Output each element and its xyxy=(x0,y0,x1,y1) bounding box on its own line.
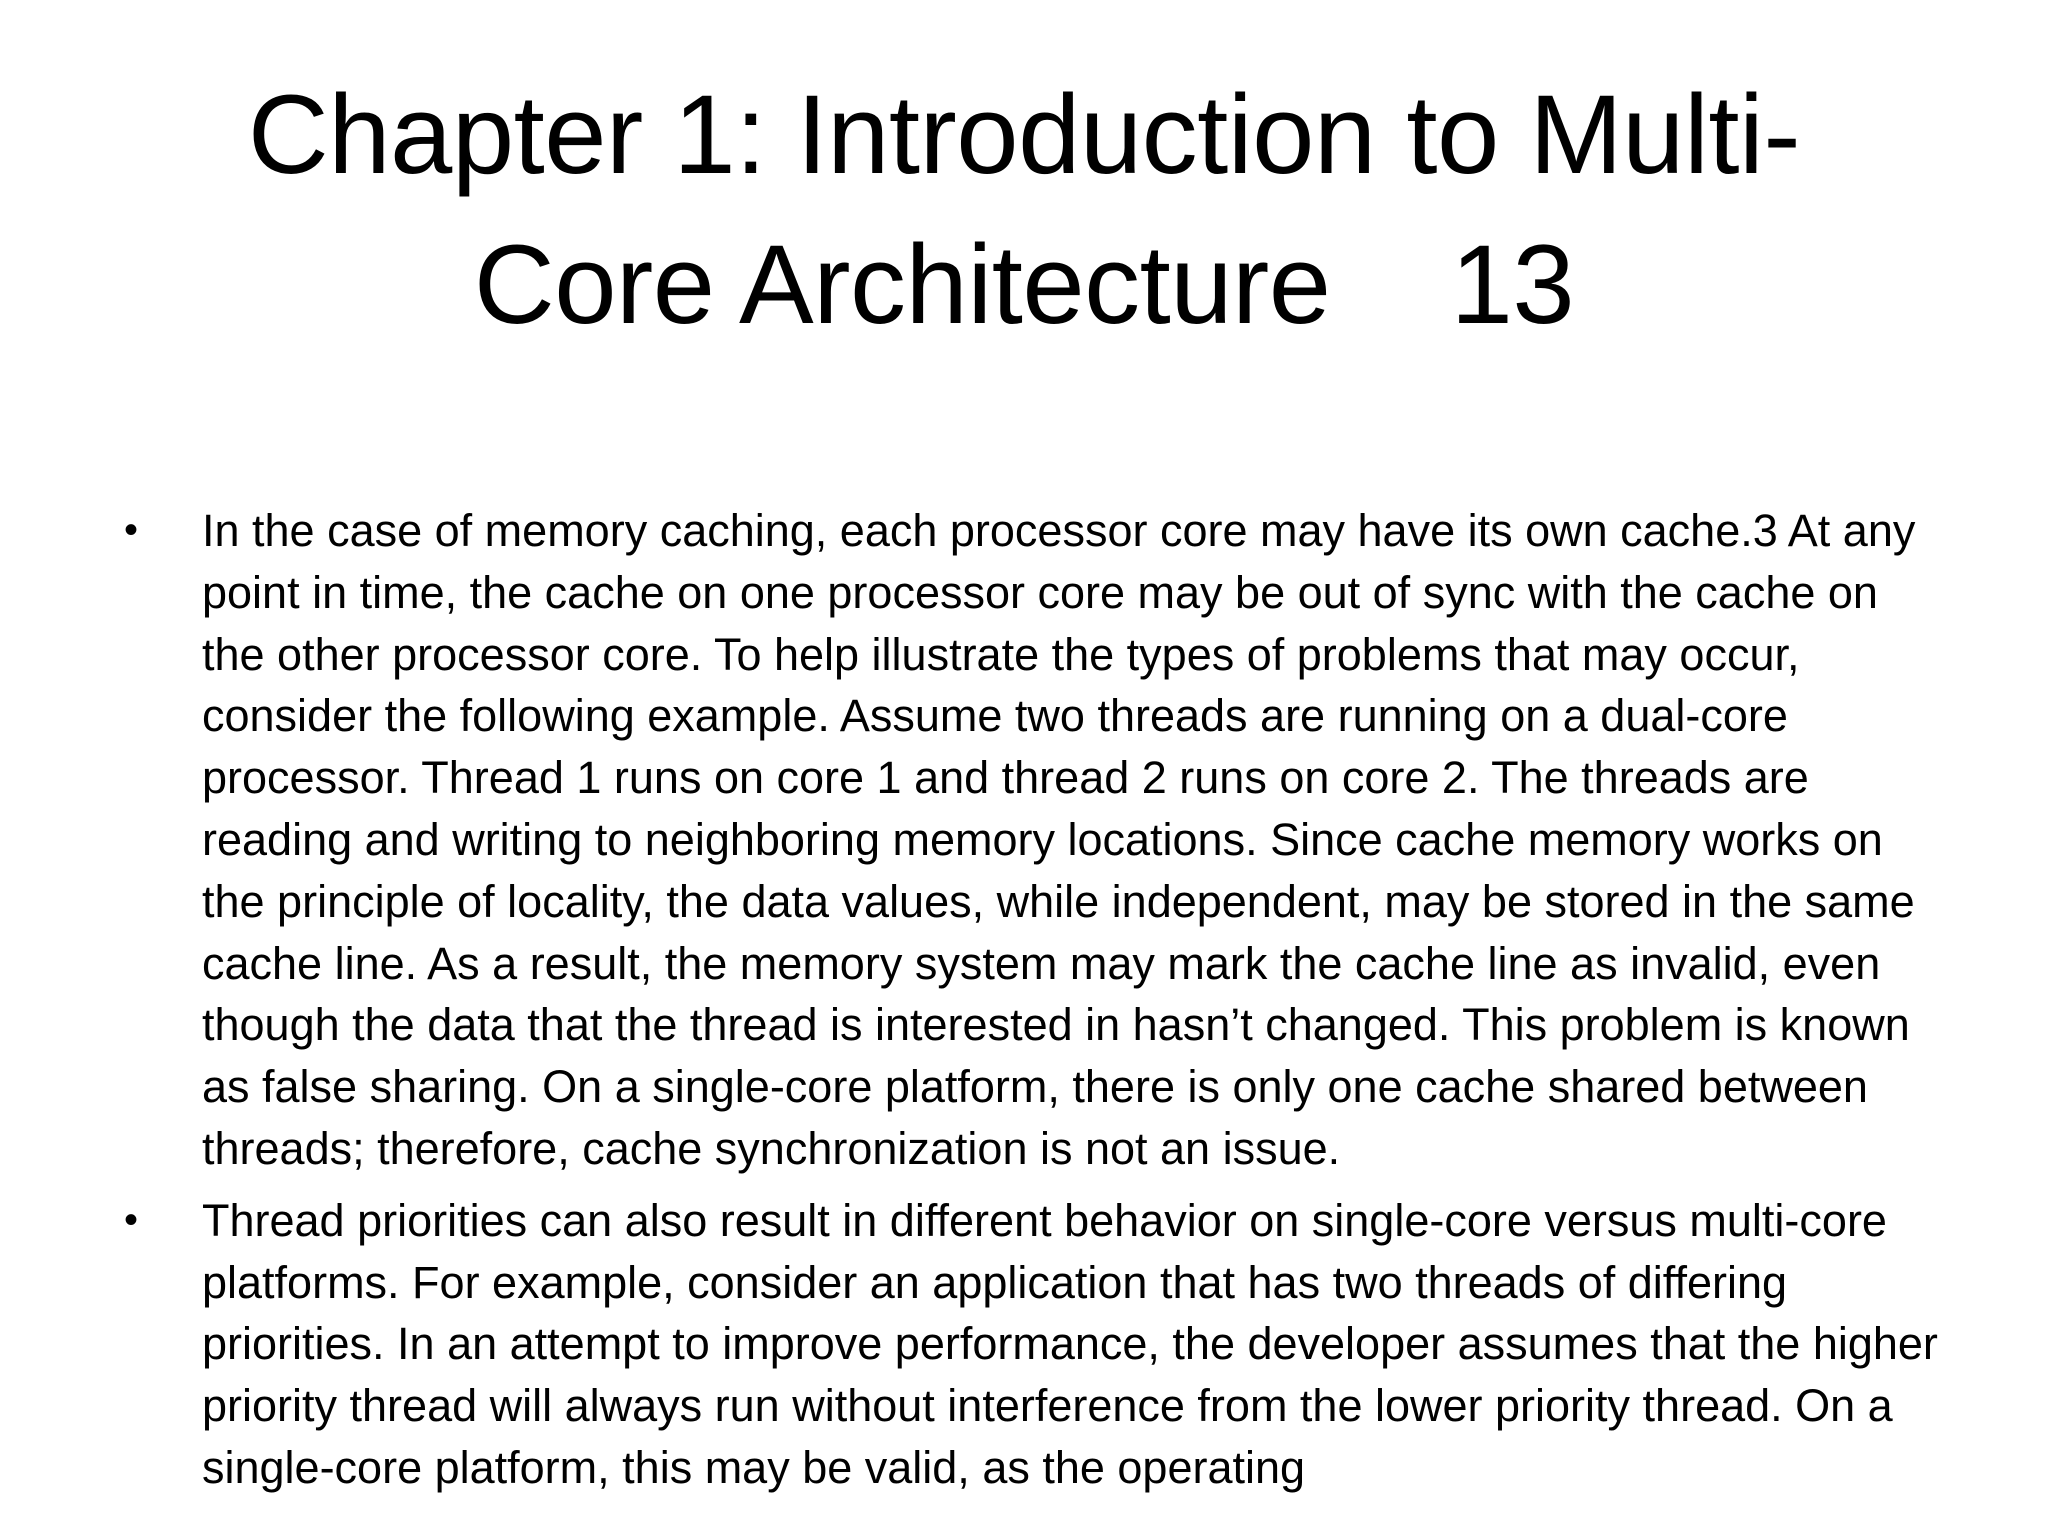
bullet-marker-icon: • xyxy=(124,508,139,552)
title-line-1: Chapter 1: Introduction to Multi- xyxy=(247,72,1801,197)
bullet-text: Thread priorities can also result in different behavior on single-core versus multi-core platforms. For example, consider an application that has two threads of differing priorities. In an attempt to improve performance, the developer assumes that the higher priority thread will always run without interference from the lower priority thread. On a single-core platform, this may be valid, as the operating xyxy=(202,1194,1938,1493)
bullet-item xyxy=(118,500,1938,1180)
title-line-2: Core Architecture xyxy=(473,222,1331,347)
title-page-number: 13 xyxy=(1450,222,1575,347)
bullet-item xyxy=(118,1190,1938,1499)
bullet-text: In the case of memory caching, each processor core may have its own cache.3 At any point in time, the cache on one processor core may be out of sync with the cache on the other processor core. To help illustrate the types of problems that may occur, consider the following example. Assume two threads are running on a dual-core processor. Thread 1 runs on core 1 and thread 2 runs on core 2. The threads are reading and writing to neighboring memory locations. Since cache memory works on the principle of locality, the data values, while independent, may be stored in the same cache line. As a result, the memory system may mark the cache line as invalid, even though the data that the thread is interested in hasn’t changed. This problem is known as false sharing. On a single-core platform, there is only one cache shared between threads; therefore, cache synchronization is not an issue. xyxy=(202,505,1916,1174)
slide-title xyxy=(140,60,1908,360)
bullet-marker-icon: • xyxy=(124,1197,139,1242)
bullet-list xyxy=(118,500,1938,1509)
